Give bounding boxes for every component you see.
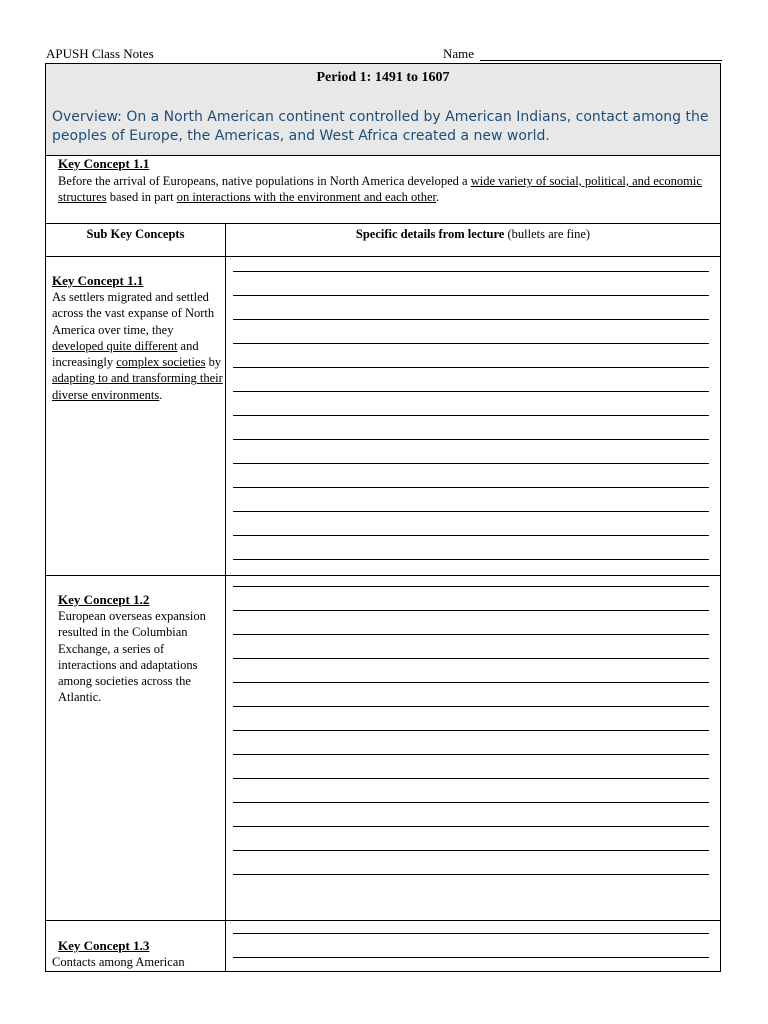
- key-concept-intro-title: Key Concept 1.1: [58, 156, 150, 171]
- writing-line[interactable]: [233, 415, 709, 416]
- writing-line[interactable]: [233, 754, 709, 755]
- notes-writing-area[interactable]: [226, 257, 720, 575]
- course-label: APUSH Class Notes: [46, 46, 154, 61]
- concept-row-3: [46, 921, 720, 971]
- writing-line[interactable]: [233, 391, 709, 392]
- concept-text: Contacts among American: [52, 955, 185, 969]
- page-header: [46, 46, 722, 62]
- period-overview-box: [46, 64, 720, 156]
- writing-line[interactable]: [233, 874, 709, 875]
- notes-sheet: [45, 63, 721, 972]
- concept-cell: [46, 921, 226, 971]
- writing-line[interactable]: [233, 802, 709, 803]
- writing-line[interactable]: [233, 535, 709, 536]
- concept-cell: [46, 257, 226, 575]
- writing-line[interactable]: [233, 706, 709, 707]
- writing-line[interactable]: [233, 487, 709, 488]
- concept-cell: [46, 576, 226, 920]
- writing-line[interactable]: [233, 319, 709, 320]
- writing-line[interactable]: [233, 439, 709, 440]
- writing-line[interactable]: [233, 610, 709, 611]
- writing-line[interactable]: [233, 271, 709, 272]
- writing-line[interactable]: [233, 826, 709, 827]
- concept-row-1: [46, 257, 720, 576]
- concept-row-2: [46, 576, 720, 921]
- writing-line[interactable]: [233, 367, 709, 368]
- writing-line[interactable]: [233, 778, 709, 779]
- column-header-details: Specific details from lecture (bullets are fine): [226, 224, 720, 257]
- writing-line[interactable]: [233, 634, 709, 635]
- concept-title: Key Concept 1.2: [58, 592, 150, 607]
- concept-text: European overseas expansion resulted in the Columbian Exchange, a series of interactions and adaptations among societies across the Atlantic.: [58, 609, 206, 705]
- writing-line[interactable]: [233, 463, 709, 464]
- concept-title: Key Concept 1.3: [58, 938, 150, 953]
- writing-line[interactable]: [233, 682, 709, 683]
- notes-writing-area[interactable]: [226, 576, 720, 920]
- period-overview: Overview: On a North American continent controlled by American Indians, contact among the peoples of Europe, the Americas, and West Africa created a new world.: [52, 109, 709, 144]
- writing-line[interactable]: [233, 343, 709, 344]
- key-concept-intro: [46, 156, 720, 224]
- writing-line[interactable]: [233, 933, 709, 934]
- writing-line[interactable]: [233, 730, 709, 731]
- writing-line[interactable]: [233, 559, 709, 560]
- concept-title: Key Concept 1.1: [52, 273, 144, 288]
- period-title: Period 1: 1491 to 1607: [316, 70, 450, 85]
- name-label: Name: [443, 46, 475, 61]
- writing-line[interactable]: [233, 295, 709, 296]
- notes-writing-area[interactable]: [226, 921, 720, 971]
- writing-line[interactable]: [233, 850, 709, 851]
- writing-line[interactable]: [233, 511, 709, 512]
- writing-line[interactable]: [233, 586, 709, 587]
- writing-line[interactable]: [233, 658, 709, 659]
- column-header-sub-key-concepts: Sub Key Concepts: [46, 224, 226, 257]
- key-concept-intro-text: Before the arrival of Europeans, native populations in North America developed a wide variety of social, political, and economic structures based in part on interactions with the environment and each other.: [58, 174, 702, 204]
- name-blank-line[interactable]: [480, 60, 722, 61]
- concept-text: As settlers migrated and settled across the vast expanse of North America over time, they developed quite different and increasingly complex societies by adapting to and transforming their diverse environments.: [52, 290, 223, 402]
- writing-line[interactable]: [233, 957, 709, 958]
